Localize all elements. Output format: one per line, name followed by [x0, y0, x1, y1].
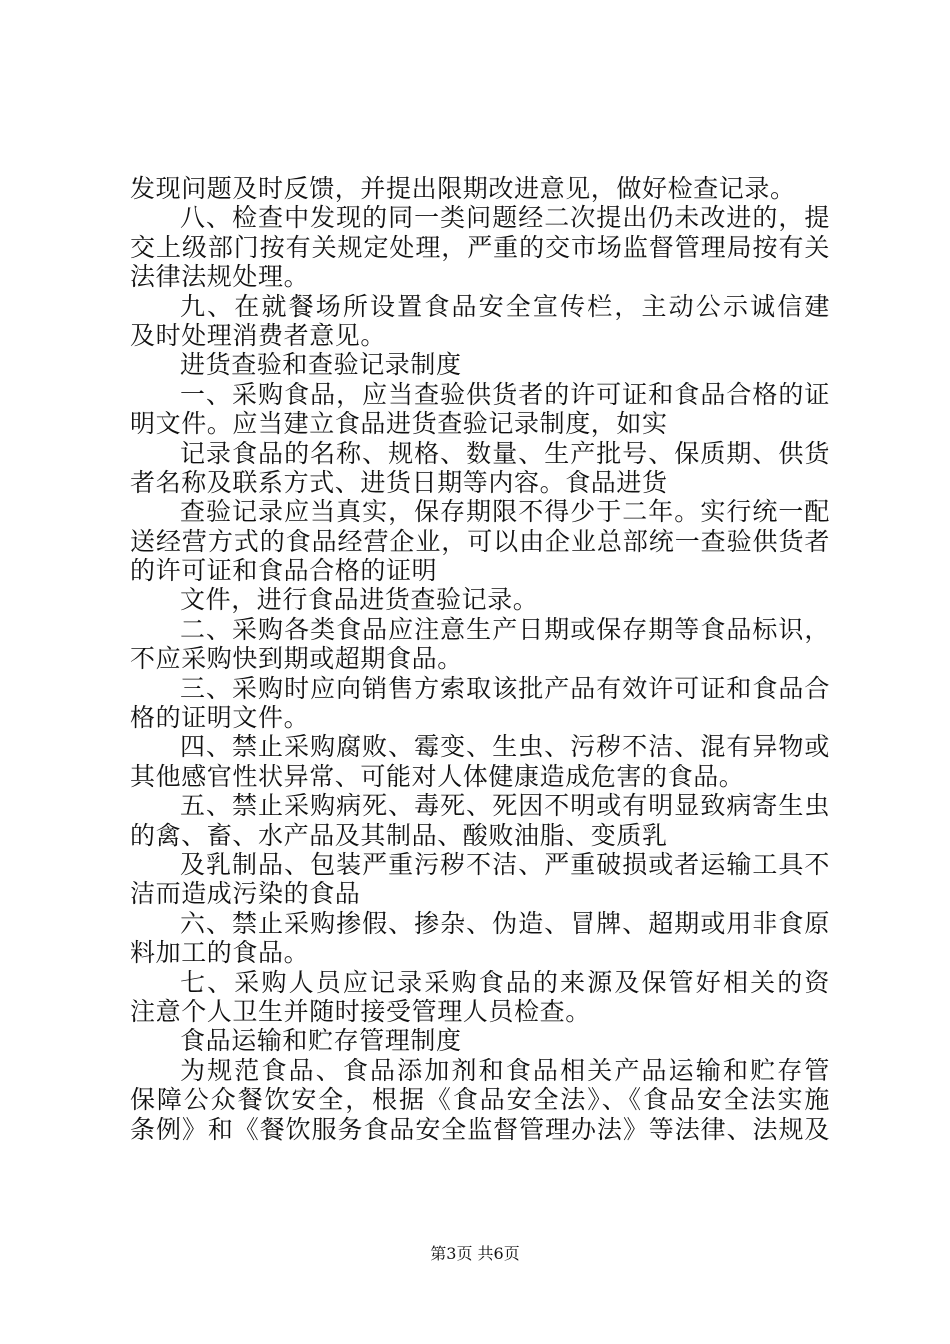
text-line: 八、检查中发现的同一类问题经二次提出仍未改进的，提: [180, 203, 830, 233]
text-line: 及时处理消费者意见。: [130, 320, 387, 350]
text-line: 交上级部门按有关规定处理，严重的交市场监督管理局按有关: [130, 232, 830, 262]
text-line: 的许可证和食品合格的证明: [130, 556, 438, 586]
page-number: 第3页 共6页: [430, 1244, 520, 1263]
text-line: 记录食品的名称、规格、数量、生产批号、保质期、供货: [180, 438, 830, 468]
text-line: 查验记录应当真实，保存期限不得少于二年。实行统一配: [180, 497, 830, 527]
text-line: 法律法规处理。: [130, 262, 310, 292]
text-line: 及乳制品、包装严重污秽不洁、严重破损或者运输工具不: [180, 849, 830, 879]
text-line: 二、采购各类食品应注意生产日期或保存期等食品标识，: [180, 614, 830, 644]
text-line: 洁而造成污染的食品: [130, 879, 361, 909]
section-heading: 食品运输和贮存管理制度: [180, 1026, 462, 1056]
text-line: 五、禁止采购病死、毒死、死因不明或有明显致病寄生虫: [180, 791, 830, 821]
body-text: [130, 174, 830, 1144]
page-footer: [0, 1244, 950, 1264]
text-line: 者名称及联系方式、进货日期等内容。食品进货: [130, 467, 668, 497]
text-line: 六、禁止采购掺假、掺杂、伪造、冒牌、超期或用非食原: [180, 908, 830, 938]
text-line: 文件，进行食品进货查验记录。: [180, 585, 539, 615]
text-line: 条例》和《餐饮服务食品安全监督管理办法》等法律、法规及: [130, 1114, 830, 1144]
text-line: 一、采购食品，应当查验供货者的许可证和食品合格的证: [180, 379, 830, 409]
text-line: 发现问题及时反馈，并提出限期改进意见，做好检查记录。: [130, 174, 796, 203]
text-line: 其他感官性状异常、可能对人体健康造成危害的食品。: [130, 761, 745, 791]
text-line: 三、采购时应向销售方索取该批产品有效许可证和食品合: [180, 673, 830, 703]
text-line: 不应采购快到期或超期食品。: [130, 644, 463, 674]
text-line: 料加工的食品。: [130, 938, 310, 968]
text-line: 明文件。应当建立食品进货查验记录制度，如实: [130, 409, 668, 439]
text-line: 七、采购人员应记录采购食品的来源及保管好相关的资: [180, 967, 830, 997]
text-line: 九、在就餐场所设置食品安全宣传栏，主动公示诚信建: [180, 291, 830, 321]
text-line: 四、禁止采购腐败、霉变、生虫、污秽不洁、混有异物或: [180, 732, 830, 762]
text-line: 送经营方式的食品经营企业，可以由企业总部统一查验供货者: [130, 526, 830, 556]
text-line: 的禽、畜、水产品及其制品、酸败油脂、变质乳: [130, 820, 668, 850]
text-line: 保障公众餐饮安全，根据《食品安全法》、《食品安全法实施: [130, 1085, 830, 1115]
text-line: 注意个人卫生并随时接受管理人员检查。: [130, 996, 591, 1026]
text-line: 为规范食品、食品添加剂和食品相关产品运输和贮存管: [180, 1055, 830, 1085]
text-line: 格的证明文件。: [130, 703, 310, 733]
section-heading: 进货查验和查验记录制度: [180, 350, 462, 380]
